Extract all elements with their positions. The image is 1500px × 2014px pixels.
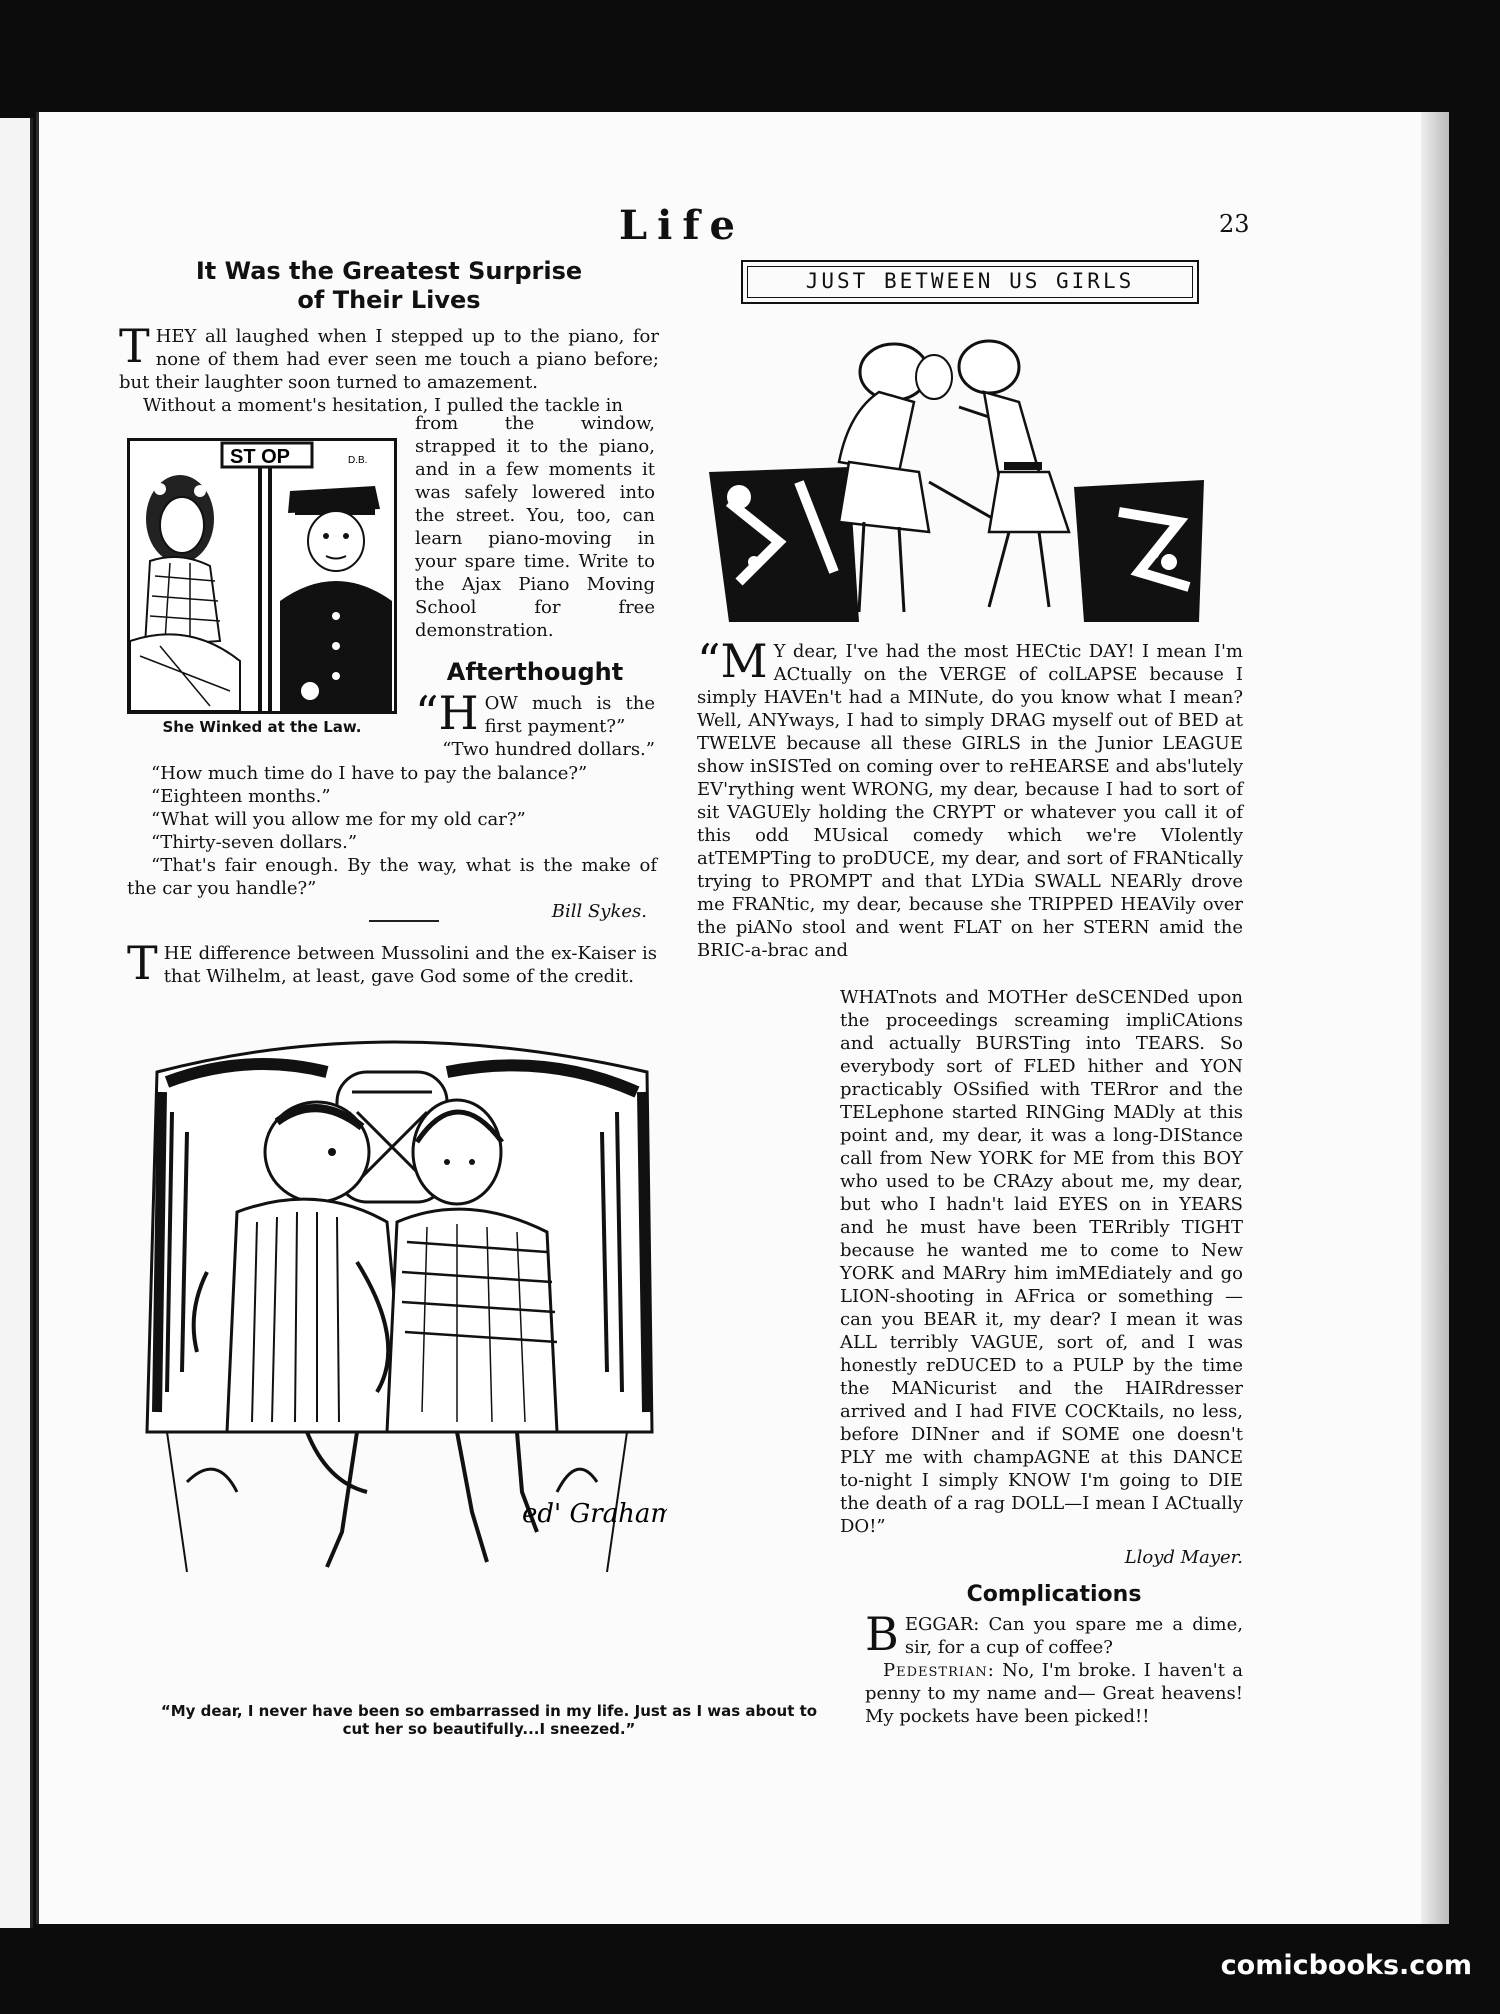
site-watermark: comicbooks.com <box>1220 1950 1472 1981</box>
cartoon-drawing <box>130 441 394 711</box>
complications-dropcap: B <box>865 1607 899 1661</box>
page-number: 23 <box>1219 210 1250 238</box>
girls-body-top <box>697 634 1243 962</box>
surprise-paragraph-1 <box>119 319 659 394</box>
mussolini-dropcap: T <box>127 936 158 990</box>
stop-sign-text: ST OP <box>230 446 291 468</box>
stop-sign-cartoon <box>127 438 397 714</box>
complications-title: Complications <box>966 1582 1142 1607</box>
afterthought-dropcap: “H <box>415 686 479 740</box>
afterthought-line3: “How much time do I have to pay the balance?” <box>151 763 588 784</box>
afterthought-title: Afterthought <box>446 658 624 686</box>
complications-line2: No, I'm broke. I haven't a penny to my name and— Great heavens! My pockets have been picked!! <box>865 1660 1243 1727</box>
caption-line1: “My dear, I never have been so embarrassed in my life. Just as I was about to <box>160 1702 818 1720</box>
section-divider <box>369 920 439 922</box>
pedestrian-speaker: Pedestrian: <box>883 1660 995 1681</box>
girls-body-top-text: Y dear, I've had the most HECtic DAY! I mean I'm ACtually on the VERGE of colLAPSE because I simply HAVEn't had a MINute, do you know what I mean? Well, ANYways, I had to simply DRAG myself out of BED at TWELVE because all these GIRLS in the Junior LEAGUE show inSISTed on coming over to reHEARSE and abs'lutely EV'rything went WRONG, my dear, because I had to sort of sit VAGUEly holding the CRYPT or whatever you call it of this odd MUsical comedy which we're VIolently atTEMPTing to proDUCE, my dear, and sort of FRANtically trying to PROMPT and that LYDia SWALL NEARly drove me FRANtic, my dear, because she TRIPPED HEAVily over the piANo stool and went FLAT on her STERN amid the BRIC-a-brac and <box>697 641 1243 961</box>
surprise-dropcap: T <box>119 319 150 373</box>
afterthought-line6: “Thirty-seven dollars.” <box>151 832 358 853</box>
cartoon-initials: D.B. <box>348 455 368 466</box>
afterthought-line2: “Two hundred dollars.” <box>442 739 655 760</box>
sneeze-cartoon-caption <box>129 1702 849 1738</box>
sneeze-cartoon <box>127 1012 667 1592</box>
girls-illustration <box>699 322 1239 622</box>
surprise-paragraph-2-wrap: from the window, strapped it to the piano, and in a few moments it was safely lowered into the street. You, too, can learn piano-moving in your spare time. Write to the Ajax Piano Moving School for free demonstration. <box>415 413 655 641</box>
girls-dropcap: “M <box>697 634 768 688</box>
surprise-paragraph-2: Without a moment's hesitation, I pulled the tackle in <box>143 395 624 416</box>
complications-line1: EGGAR: Can you spare me a dime, sir, for a cup of coffee? <box>904 1614 1243 1658</box>
artist-signature: ed' Graham <box>522 1499 667 1529</box>
girls-body-rest: WHATnots and MOTHer deSCENDed upon the proceedings screaming impliCAtions and actually BURSTing into TEARS. So everybody sort of FLED hither and YON practicably OSsified with TERror and the TELephone started RINGing MADly at this point and, my dear, it was a long-DIStance call from New YORK for ME from this BOY who used to be CRAzy about me, my dear, but who I hadn't laid EYES on in YEARS and he must have been TERribly TIGHT because he wanted me to come to New YORK and MARry him imMEdiately and go LION-shooting in AFrica or something —can you BEAR it, my dear? I mean it was ALL terribly VAGUE, sort of, and I was honestly reDUCED to a PULP by the time the MANicurist and the HAIRdresser arrived and I had FIVE COCKtails, no less, before DINner and if SOME one doesn't PLY me with champAGNE at this DANCE to-night I simply KNOW I'm going to DIE the death of a rag DOLL—I mean I ACtually DO!” <box>840 987 1243 1537</box>
caption-line2: cut her so beautifully...I sneezed.” <box>342 1720 636 1738</box>
masthead: Life <box>619 202 745 249</box>
afterthought-line4: “Eighteen months.” <box>151 786 331 807</box>
girls-drawing <box>699 322 1239 622</box>
stop-cartoon-caption: She Winked at the Law. <box>162 718 362 736</box>
girls-banner-title: JUST BETWEEN US GIRLS <box>747 266 1193 298</box>
sneeze-cartoon-drawing <box>127 1012 667 1592</box>
previous-page-edge <box>0 118 33 1928</box>
afterthought-line7: “That's fair enough. By the way, what is the make of the car you handle?” <box>127 855 657 899</box>
afterthought-line5: “What will you allow me for my old car?” <box>151 809 526 830</box>
afterthought-line1: OW much is the first payment?” <box>484 693 655 737</box>
surprise-p1-text: HEY all laughed when I stepped up to the piano, for none of them had ever seen me touch a piano before; but their laughter soon turned to amazement. <box>119 326 659 393</box>
complications-beggar-line <box>865 1607 1243 1661</box>
complications-article <box>865 1582 1243 1728</box>
surprise-title <box>119 257 659 315</box>
mussolini-quip <box>127 936 657 990</box>
girls-signature: Lloyd Mayer. <box>1124 1547 1243 1568</box>
surprise-title-line2: of Their Lives <box>297 286 481 314</box>
surprise-article <box>119 257 659 417</box>
afterthought-article <box>415 658 655 761</box>
complications-pedestrian-line <box>865 1659 1243 1728</box>
page-edge-shadow <box>1421 112 1449 1924</box>
afterthought-dialogue <box>127 762 657 923</box>
surprise-title-line1: It Was the Greatest Surprise <box>195 257 583 285</box>
mussolini-text: HE difference between Mussolini and the ex-Kaiser is that Wilhelm, at least, gave God some of the credit. <box>163 943 657 987</box>
magazine-page <box>36 112 1449 1924</box>
afterthought-signature: Bill Sykes. <box>551 901 647 922</box>
girls-banner <box>741 260 1199 304</box>
afterthought-first-line <box>415 686 655 740</box>
